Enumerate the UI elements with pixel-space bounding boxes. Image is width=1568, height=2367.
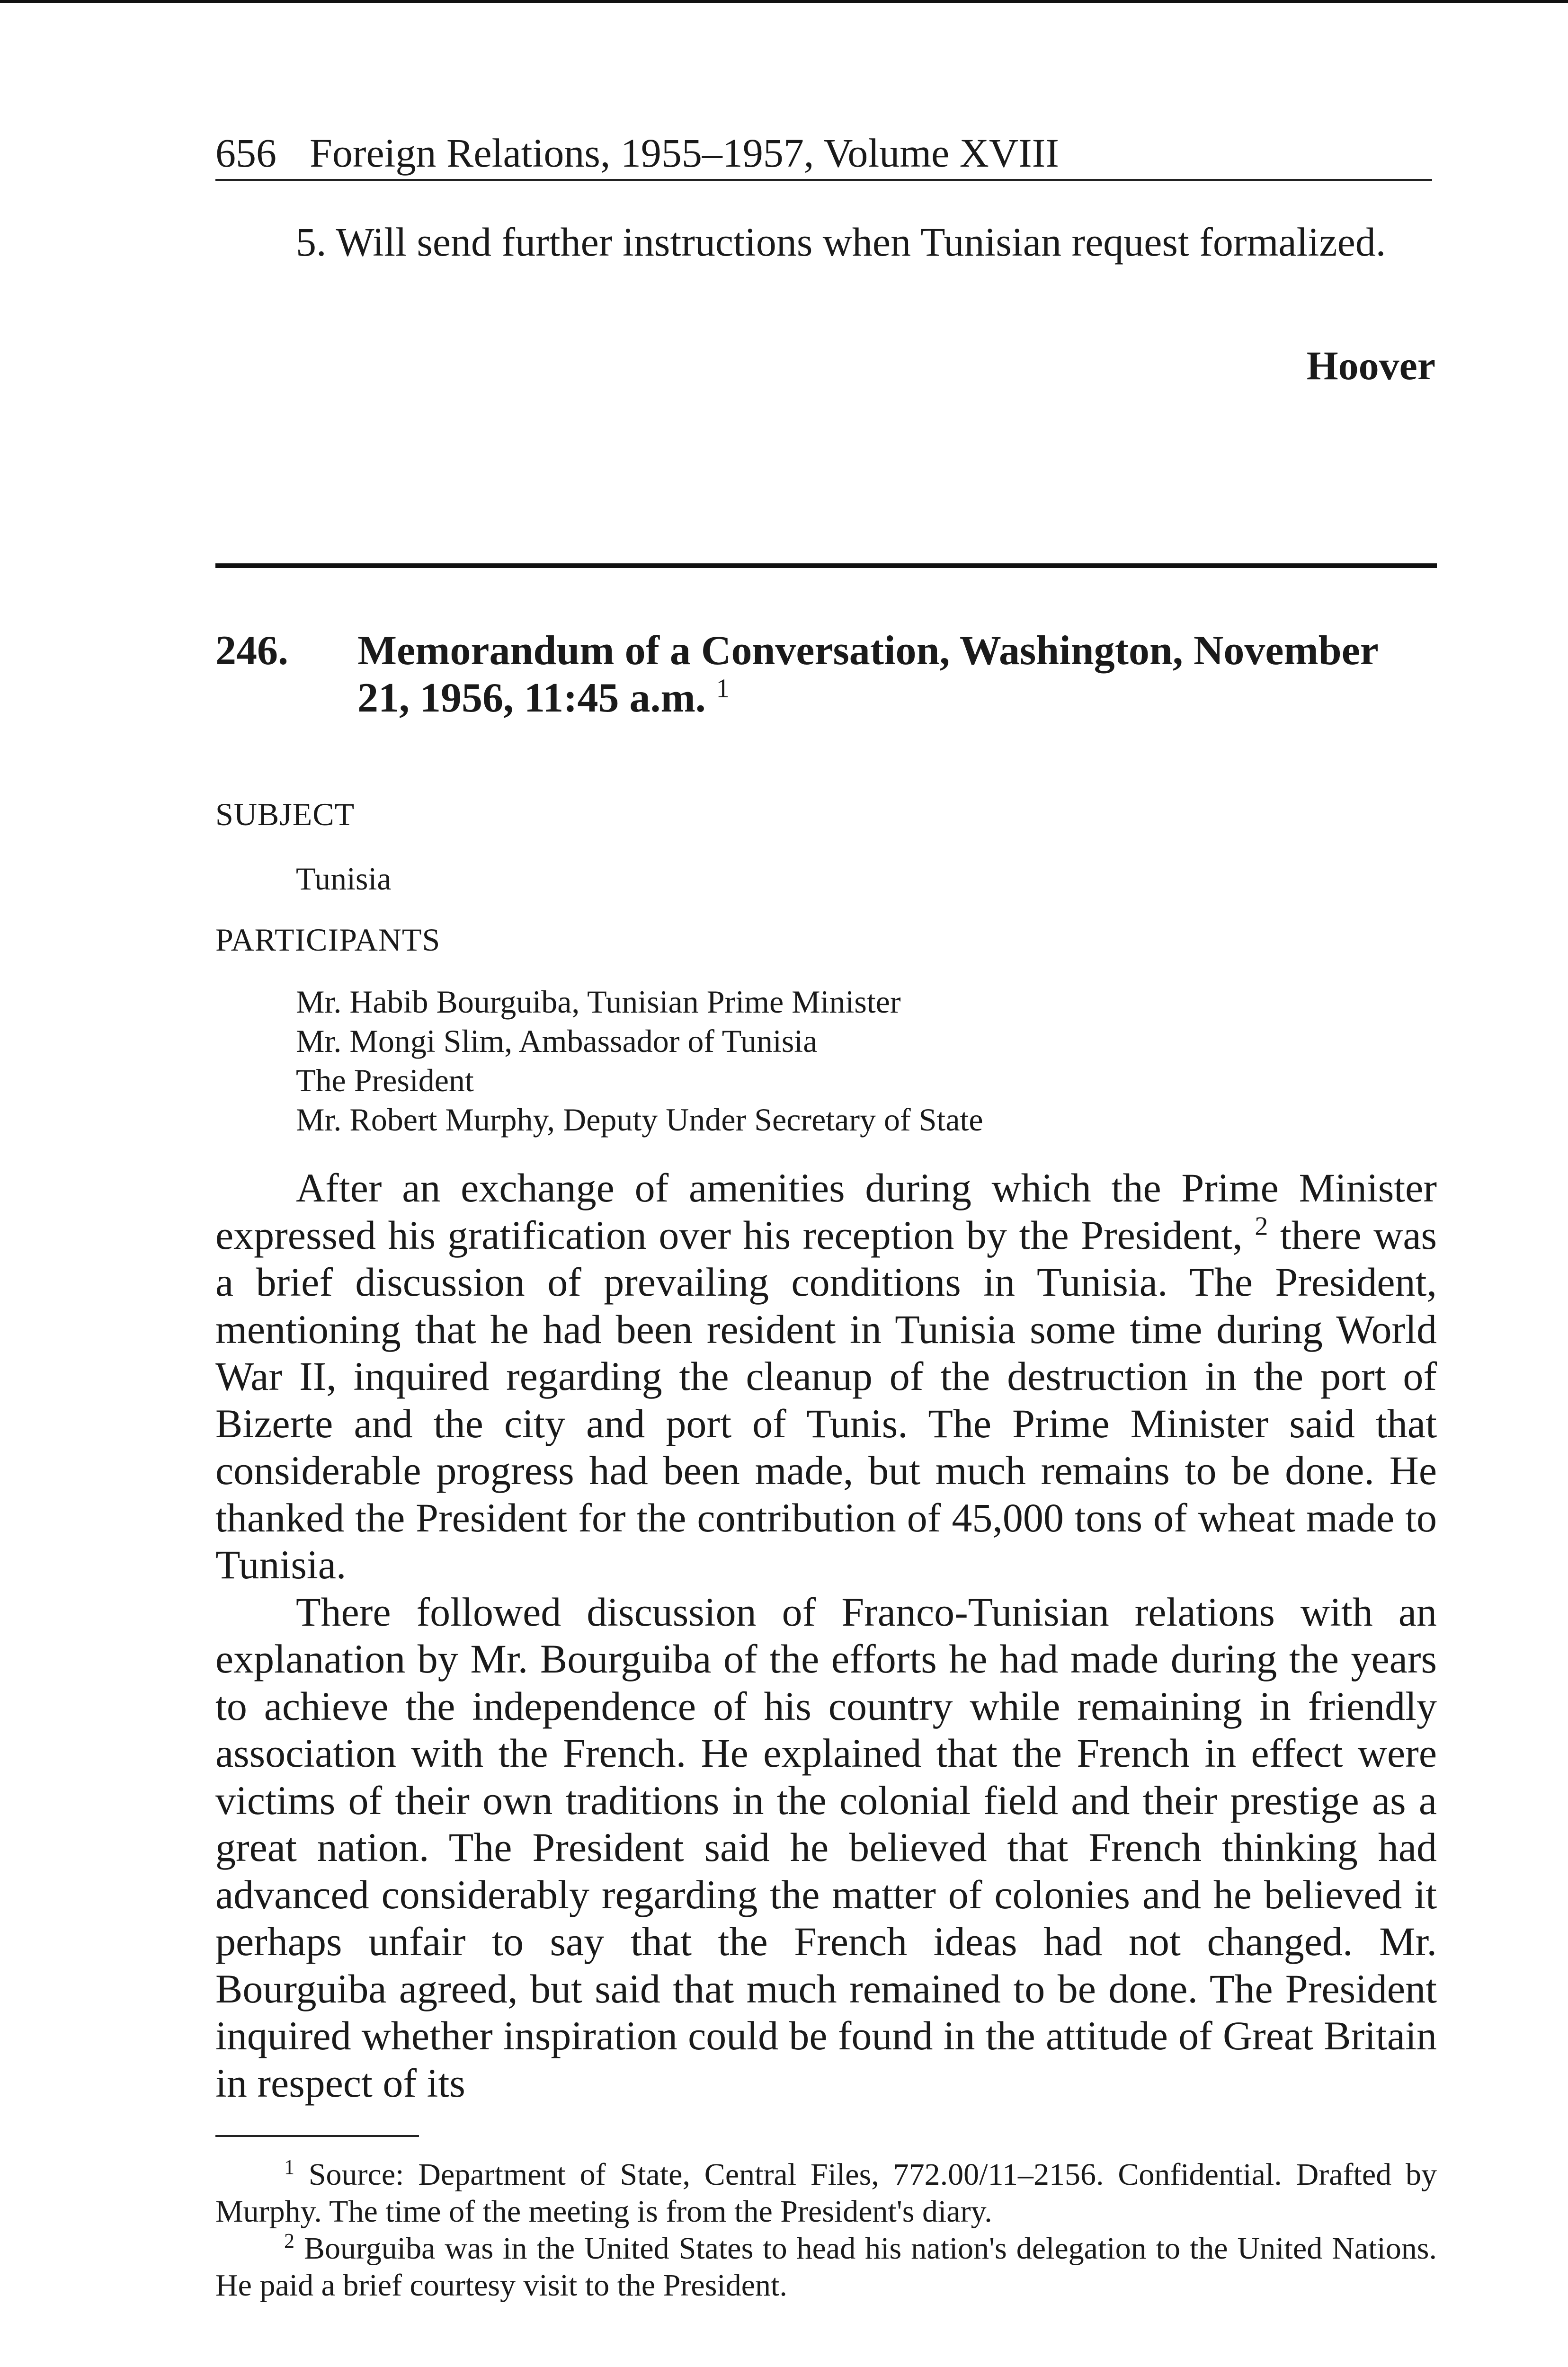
- section-divider: [215, 563, 1437, 568]
- footnote-2: [215, 2230, 1437, 2304]
- footnote-rule: [215, 2135, 419, 2137]
- participant-item: The President: [296, 1062, 474, 1098]
- body-paragraph-1-part-b: there was a brief discussion of prevailing conditions in Tunisia. The President, mentioning that he had been resident in Tunisia some time during World War II, inquired regarding the cleanup of the destruction in the port of Bizerte and the city and port of Tunis. The Prime Minister said that considerable progress had been made, but much remains to be done. He thanked the President for the contribution of 45,000 tons of wheat made to Tunisia.: [215, 1212, 1437, 1587]
- participants-list: [296, 982, 983, 1139]
- participant-item: Mr. Mongi Slim, Ambassador of Tunisia: [296, 1023, 818, 1059]
- signature: Hoover: [1306, 343, 1435, 388]
- participant-item: Mr. Habib Bourguiba, Tunisian Prime Minister: [296, 984, 901, 1020]
- footnote-1: [215, 2156, 1437, 2230]
- body-paragraph-1-part-a: After an exchange of amenities during which the Prime Minister expressed his gratification over his reception by the President,: [215, 1165, 1437, 1258]
- page-number: 656: [215, 130, 276, 176]
- body-paragraph-1: [215, 1165, 1437, 1589]
- subject-label: SUBJECT: [215, 796, 355, 832]
- footnote-text: Bourguiba was in the United States to head his nation's delegation to the United Nations. He paid a brief courtesy visit to the President.: [215, 2231, 1437, 2303]
- page-top-border: [0, 0, 1568, 3]
- footnote-marker: 2: [284, 2229, 294, 2252]
- footnote-text: Source: Department of State, Central Files, 772.00/11–2156. Confidential. Drafted by Murphy. The time of the meeting is from the President's diary.: [215, 2157, 1437, 2229]
- document-title: [357, 627, 1437, 722]
- running-head-title: Foreign Relations, 1955–1957, Volume XVIII: [310, 130, 1059, 176]
- subject-value: Tunisia: [296, 861, 392, 897]
- preceding-paragraph: 5. Will send further instructions when Tunisian request formalized.: [296, 219, 1386, 265]
- document-number: 246.: [215, 628, 288, 674]
- running-head: [215, 127, 1432, 181]
- body-paragraph-2: There followed discussion of Franco-Tunisian relations with an explanation by Mr. Bourguiba of the efforts he had made during the years to achieve the independence of his country while remaining in friendly association with the French. He explained that the French in effect were victims of their own traditions in the colonial field and their prestige as a great nation. The President said he believed that French thinking had advanced considerably regarding the matter of colonies and he believed it perhaps unfair to say that the French ideas had not changed. Mr. Bourguiba agreed, but said that much remained to be done. The President inquired whether inspiration could be found in the attitude of Great Britain in respect of its: [215, 1589, 1437, 2106]
- footnote-ref-1[interactable]: 1: [716, 674, 730, 703]
- memo-body: [215, 1165, 1437, 2107]
- footnote-ref-2[interactable]: 2: [1255, 1211, 1268, 1241]
- footnote-marker: 1: [284, 2155, 294, 2179]
- document-title-text: Memorandum of a Conversation, Washington, November 21, 1956, 11:45 a.m.: [357, 628, 1378, 721]
- participant-item: Mr. Robert Murphy, Deputy Under Secretary of State: [296, 1102, 983, 1138]
- footnotes: [215, 2156, 1437, 2304]
- participants-label: PARTICIPANTS: [215, 922, 441, 958]
